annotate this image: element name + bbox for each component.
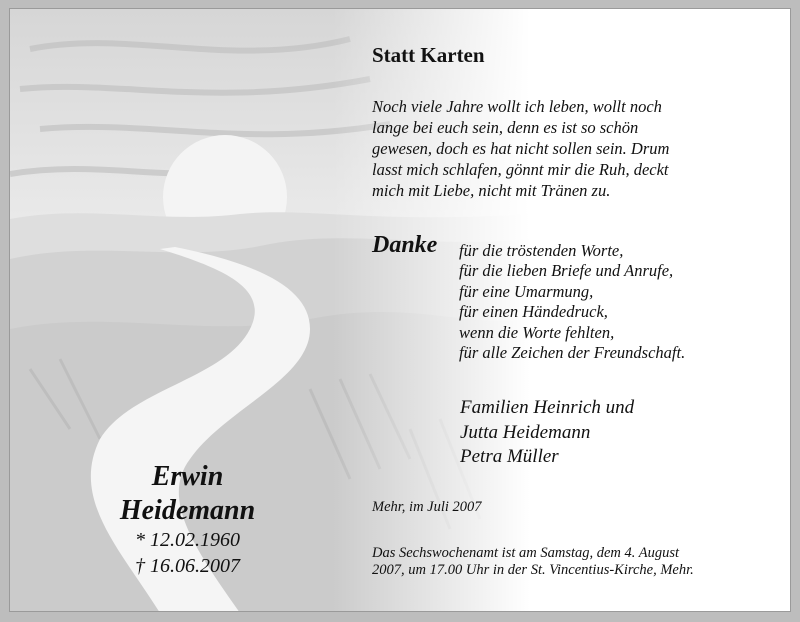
family-signatures <box>460 396 634 470</box>
memorial-service-notice <box>372 545 694 579</box>
service-line: 2007, um 17.00 Uhr in der St. Vincentius-Kirche, Mehr. <box>372 562 694 578</box>
family-line: Familien Heinrich und <box>460 397 635 418</box>
poem-line: lange bei euch sein, denn es ist so schön <box>372 118 639 137</box>
poem-line: gewesen, doch es hat nicht sollen sein. Drum <box>372 139 670 158</box>
service-line: Das Sechswochenamt ist am Samstag, dem 4. August <box>372 545 680 561</box>
thanks-line: wenn die Worte fehlten, <box>459 322 615 342</box>
poem-text <box>372 96 669 201</box>
notice-heading: Statt Karten <box>372 43 485 67</box>
death-date: † 16.06.2007 <box>135 555 240 577</box>
thanks-line: für einen Händedruck, <box>459 302 608 322</box>
poem-line: mich mit Liebe, nicht mit Tränen zu. <box>372 181 611 200</box>
thanks-list <box>459 241 685 363</box>
deceased-last-name: Heidemann <box>119 495 256 526</box>
thanks-line: für die tröstenden Worte, <box>459 241 624 260</box>
thanks-line: für alle Zeichen der Freundschaft. <box>459 343 686 363</box>
thanks-line: für eine Umarmung, <box>459 281 594 301</box>
birth-date: * 12.02.1960 <box>135 529 240 551</box>
poem-line: Noch viele Jahre wollt ich leben, wollt noch <box>372 97 662 116</box>
obituary-card <box>9 8 791 612</box>
place-date: Mehr, im Juli 2007 <box>372 499 482 515</box>
poem-line: lasst mich schlafen, gönnt mir die Ruh, deckt <box>372 160 669 179</box>
family-line: Jutta Heidemann <box>460 421 591 443</box>
thanks-line: für die lieben Briefe und Anrufe, <box>459 261 674 281</box>
family-line: Petra Müller <box>460 446 559 467</box>
thanks-word: Danke <box>372 232 438 258</box>
deceased-first-name: Erwin <box>151 461 224 492</box>
